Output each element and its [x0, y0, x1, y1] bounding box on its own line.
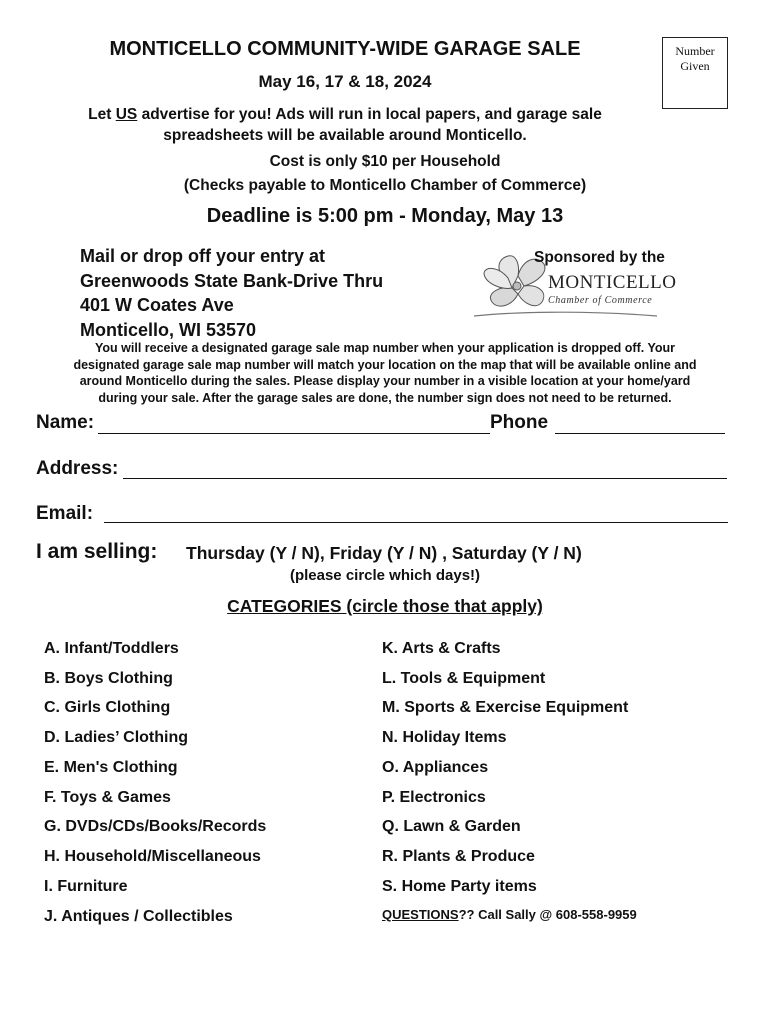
selling-label: I am selling:: [36, 540, 158, 563]
category-item[interactable]: J. Antiques / Collectibles: [44, 908, 233, 925]
number-box-label-1: Number: [675, 44, 715, 58]
number-box-label-2: Given: [680, 59, 710, 73]
info-line1: You will receive a designated garage sale map number when your application is dropped off. Your: [95, 341, 675, 355]
category-item[interactable]: A. Infant/Toddlers: [44, 640, 179, 657]
questions-label: QUESTIONS: [382, 907, 459, 922]
category-item[interactable]: G. DVDs/CDs/Books/Records: [44, 818, 267, 835]
ad-line2: spreadsheets will be available around Monticello.: [163, 127, 527, 144]
circle-days-note: (please circle which days!): [289, 567, 481, 584]
map-number-info: [34, 340, 736, 406]
mail-line2: Greenwoods State Bank-Drive Thru: [80, 270, 384, 291]
sponsored-by-label: Sponsored by the: [534, 249, 665, 266]
email-field[interactable]: [104, 522, 728, 523]
mail-address-block: [80, 244, 383, 342]
category-item[interactable]: P. Electronics: [382, 789, 486, 806]
category-item[interactable]: I. Furniture: [44, 878, 128, 895]
info-line2: designated garage sale map number will match your location on the map that will be available online and: [73, 357, 697, 372]
category-item[interactable]: L. Tools & Equipment: [382, 670, 546, 687]
info-line4: during your sale. After the garage sales are done, the number sign does not need to be returned.: [98, 390, 672, 405]
mail-line3: 401 W Coates Ave: [80, 295, 234, 315]
category-item[interactable]: H. Household/Miscellaneous: [44, 848, 261, 865]
ad-text: [40, 104, 650, 146]
deadline-heading: Deadline is 5:00 pm - Monday, May 13: [206, 205, 564, 227]
cost-block: [40, 150, 730, 198]
address-label: Address:: [36, 458, 119, 479]
category-item[interactable]: M. Sports & Exercise Equipment: [382, 699, 629, 716]
category-item[interactable]: R. Plants & Produce: [382, 848, 535, 865]
category-item[interactable]: E. Men's Clothing: [44, 759, 178, 776]
phone-field[interactable]: [555, 433, 725, 434]
questions-contact: [382, 907, 637, 922]
ad-line1-us: US: [115, 106, 138, 123]
cost-text: Cost is only $10 per Household: [269, 153, 501, 170]
name-field[interactable]: [98, 433, 490, 434]
logo-wordmark: MONTICELLO: [548, 272, 677, 293]
category-item[interactable]: K. Arts & Crafts: [382, 640, 501, 657]
name-label: Name:: [36, 412, 95, 433]
info-line3: around Monticello during the sales. Please display your number in a visible location at your home/yard: [79, 374, 691, 388]
category-item[interactable]: B. Boys Clothing: [44, 670, 173, 687]
logo-subtitle: Chamber of Commerce: [548, 295, 653, 306]
email-label: Email:: [36, 503, 94, 524]
category-item[interactable]: Q. Lawn & Garden: [382, 818, 521, 835]
category-item[interactable]: D. Ladies’ Clothing: [44, 729, 189, 746]
mail-line4: Monticello, WI 53570: [80, 319, 257, 340]
category-item[interactable]: N. Holiday Items: [382, 729, 507, 746]
address-field[interactable]: [123, 478, 727, 479]
phone-label: Phone: [490, 412, 549, 433]
ad-line1-pre: Let: [88, 106, 116, 123]
checks-text: (Checks payable to Monticello Chamber of Commerce): [183, 177, 587, 194]
selling-days-options[interactable]: Thursday (Y / N), Friday (Y / N) , Saturday (Y / N): [186, 543, 582, 563]
mail-line1: Mail or drop off your entry at: [80, 246, 326, 266]
categories-heading: CATEGORIES (circle those that apply): [227, 596, 543, 616]
page-title: MONTICELLO COMMUNITY-WIDE GARAGE SALE: [109, 38, 581, 60]
category-item[interactable]: C. Girls Clothing: [44, 699, 171, 716]
number-given-box: [662, 37, 728, 109]
ad-line1-post: advertise for you! Ads will run in local papers, and garage sale: [137, 106, 602, 123]
sale-dates: May 16, 17 & 18, 2024: [258, 72, 432, 91]
category-item[interactable]: S. Home Party items: [382, 878, 537, 895]
category-item[interactable]: O. Appliances: [382, 759, 489, 776]
category-item[interactable]: F. Toys & Games: [44, 789, 171, 806]
questions-text: ?? Call Sally @ 608-558-9959: [458, 907, 637, 922]
